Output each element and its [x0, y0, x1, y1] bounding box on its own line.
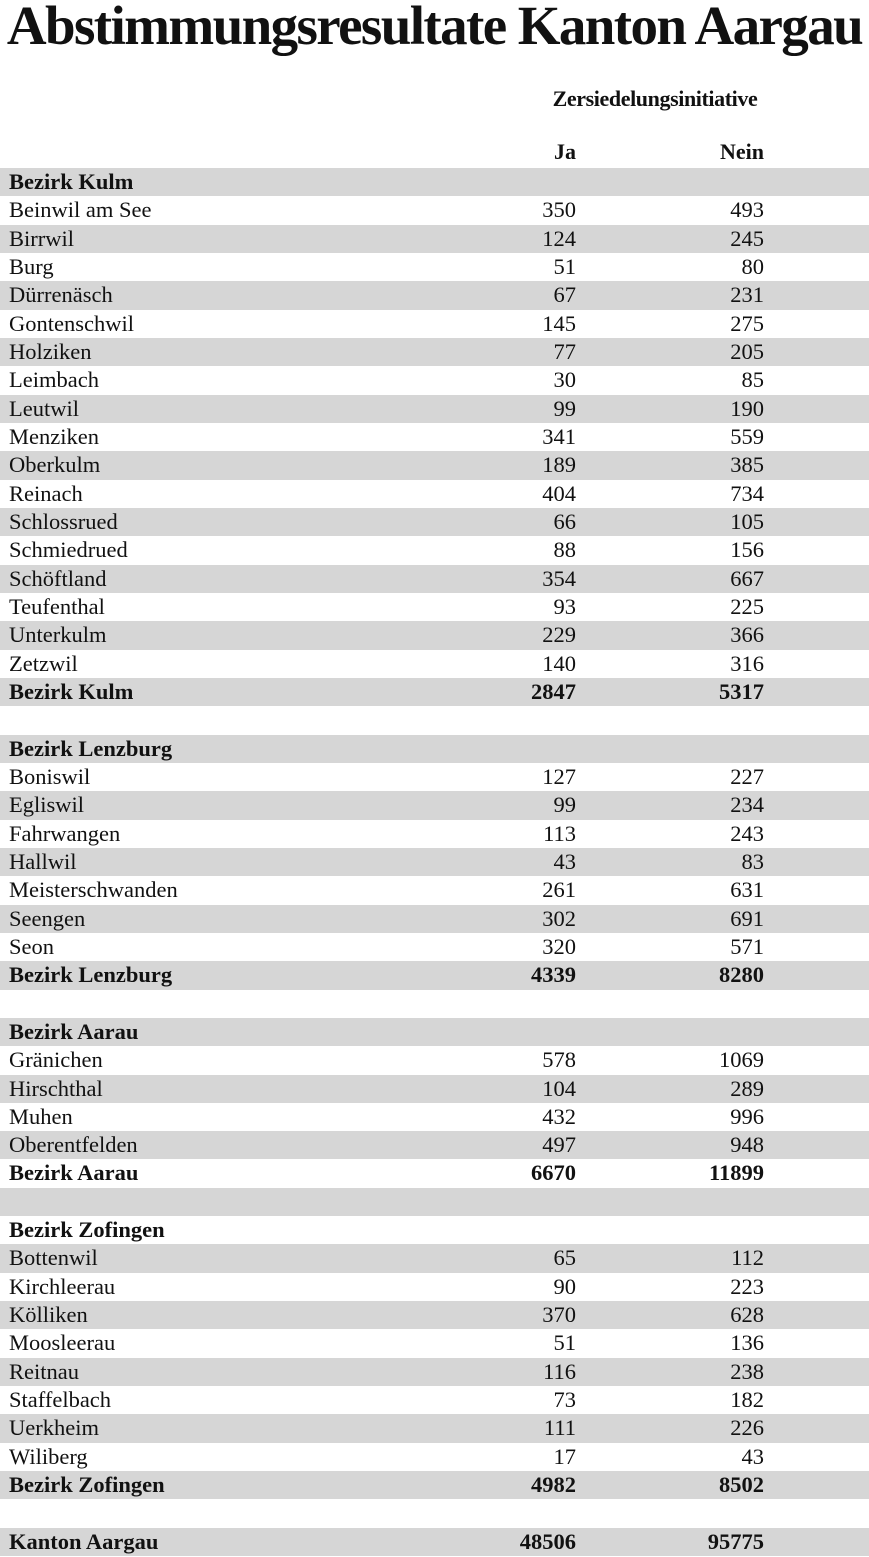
ja-votes: 4339	[531, 962, 576, 988]
table-row	[0, 621, 869, 649]
nein-votes: 571	[730, 933, 764, 959]
municipality-name: Bezirk Lenzburg	[9, 962, 173, 988]
table-row	[0, 536, 869, 564]
ja-votes: 140	[542, 650, 576, 676]
table-row	[0, 1131, 869, 1159]
municipality-name: Bezirk Kulm	[9, 169, 134, 194]
municipality-name: Bezirk Zofingen	[9, 1472, 165, 1498]
nein-votes: 631	[730, 877, 764, 903]
table-row	[0, 1301, 869, 1329]
nein-votes: 156	[730, 537, 764, 563]
column-header-ja: Ja	[554, 139, 576, 164]
table-row	[0, 281, 869, 309]
municipality-name: Seengen	[9, 905, 86, 931]
nein-votes: 628	[730, 1302, 764, 1328]
nein-votes: 231	[730, 282, 764, 308]
nein-votes: 80	[741, 253, 764, 279]
ja-votes: 2847	[531, 678, 576, 704]
municipality-name: Kölliken	[9, 1302, 88, 1328]
ja-votes: 341	[542, 423, 576, 449]
ja-votes: 127	[542, 763, 576, 789]
nein-votes: 316	[730, 650, 764, 676]
nein-votes: 734	[730, 480, 764, 506]
municipality-name: Seon	[9, 933, 54, 959]
nein-votes: 493	[730, 197, 764, 223]
municipality-name: Gränichen	[9, 1047, 103, 1073]
ja-votes: 578	[542, 1047, 576, 1073]
municipality-name: Gontenschwil	[9, 310, 134, 336]
municipality-name: Holziken	[9, 338, 92, 364]
nein-votes: 667	[730, 565, 764, 591]
nein-votes: 8280	[719, 962, 764, 988]
municipality-name: Oberentfelden	[9, 1132, 138, 1158]
municipality-name: Uerkheim	[9, 1415, 99, 1441]
municipality-name: Bottenwil	[9, 1245, 98, 1271]
ja-votes: 90	[553, 1273, 576, 1299]
spacer-row	[0, 706, 869, 734]
ja-votes: 4982	[531, 1472, 576, 1498]
ja-votes: 404	[542, 480, 576, 506]
ja-votes: 93	[553, 593, 576, 619]
initiative-heading: Zersiedelungsinitiative	[552, 86, 758, 111]
district-header-row	[0, 735, 869, 763]
ja-votes: 65	[553, 1245, 576, 1271]
ja-votes: 73	[553, 1387, 576, 1413]
nein-votes: 275	[730, 310, 764, 336]
nein-votes: 83	[741, 848, 764, 874]
district-header-row	[0, 168, 869, 196]
table-row	[0, 196, 869, 224]
table-row	[0, 1103, 869, 1131]
table-row	[0, 565, 869, 593]
ja-votes: 145	[542, 310, 576, 336]
table-row	[0, 1358, 869, 1386]
column-header-nein: Nein	[720, 139, 764, 164]
table-row	[0, 650, 869, 678]
nein-votes: 996	[730, 1103, 764, 1129]
nein-votes: 182	[730, 1387, 764, 1413]
municipality-name: Wiliberg	[9, 1443, 88, 1469]
municipality-name: Birrwil	[9, 225, 74, 251]
ja-votes: 229	[542, 622, 576, 648]
table-row	[0, 480, 869, 508]
table-row	[0, 1329, 869, 1357]
municipality-name: Bezirk Aarau	[9, 1160, 139, 1186]
ja-votes: 104	[542, 1075, 576, 1101]
nein-votes: 289	[730, 1075, 764, 1101]
table-row	[0, 423, 869, 451]
table-row	[0, 225, 869, 253]
ja-votes: 66	[553, 508, 576, 534]
ja-votes: 432	[542, 1103, 576, 1129]
nein-votes: 190	[730, 395, 764, 421]
spacer-row	[0, 990, 869, 1018]
nein-votes: 227	[730, 763, 764, 789]
nein-votes: 1069	[719, 1047, 764, 1073]
table-row	[0, 451, 869, 479]
ja-votes: 51	[553, 1330, 576, 1356]
ja-votes: 189	[542, 452, 576, 478]
municipality-name: Kirchleerau	[9, 1273, 116, 1299]
municipality-name: Kanton Aargau	[9, 1528, 159, 1554]
municipality-name: Fahrwangen	[9, 820, 121, 846]
nein-votes: 238	[730, 1358, 764, 1384]
ja-votes: 17	[553, 1443, 576, 1469]
table-row	[0, 1414, 869, 1442]
municipality-name: Bezirk Kulm	[9, 678, 134, 704]
ja-votes: 320	[542, 933, 576, 959]
table-row	[0, 1386, 869, 1414]
ja-votes: 124	[542, 225, 576, 251]
table-row	[0, 1075, 869, 1103]
ja-votes: 354	[542, 565, 576, 591]
ja-votes: 113	[543, 820, 576, 846]
municipality-name: Zetzwil	[9, 650, 78, 676]
municipality-name: Schöftland	[9, 565, 107, 591]
table-row	[0, 763, 869, 791]
table-row	[0, 253, 869, 281]
ja-votes: 99	[553, 395, 576, 421]
nein-votes: 226	[730, 1415, 764, 1441]
municipality-name: Leutwil	[9, 395, 79, 421]
page-title: Abstimmungsresultate Kanton Aargau	[6, 0, 863, 56]
ja-votes: 88	[553, 537, 576, 563]
table-row	[0, 848, 869, 876]
nein-votes: 385	[730, 452, 764, 478]
table-row	[0, 933, 869, 961]
municipality-name: Beinwil am See	[9, 197, 152, 223]
nein-votes: 245	[730, 225, 764, 251]
municipality-name: Dürrenäsch	[9, 282, 113, 308]
nein-votes: 105	[730, 508, 764, 534]
nein-votes: 5317	[719, 678, 764, 704]
ja-votes: 350	[542, 197, 576, 223]
spacer-row	[0, 1499, 869, 1527]
ja-votes: 302	[542, 905, 576, 931]
table-row	[0, 876, 869, 904]
table-row	[0, 1244, 869, 1272]
nein-votes: 43	[741, 1443, 764, 1469]
ja-votes: 111	[543, 1415, 576, 1441]
municipality-name: Schlossrued	[9, 508, 118, 534]
nein-votes: 95775	[707, 1528, 764, 1554]
municipality-name: Menziken	[9, 423, 99, 449]
nein-votes: 112	[731, 1245, 764, 1271]
results-table	[0, 168, 869, 1556]
nein-votes: 11899	[708, 1160, 764, 1186]
municipality-name: Reinach	[9, 480, 83, 506]
ja-votes: 77	[553, 338, 576, 364]
nein-votes: 243	[730, 820, 764, 846]
spacer-row	[0, 1188, 869, 1216]
table-row	[0, 905, 869, 933]
total-row	[0, 961, 869, 989]
municipality-name: Reitnau	[9, 1358, 79, 1384]
nein-votes: 948	[730, 1132, 764, 1158]
table-row	[0, 820, 869, 848]
municipality-name: Egliswil	[9, 792, 85, 818]
ja-votes: 30	[553, 367, 576, 393]
ja-votes: 99	[553, 792, 576, 818]
municipality-name: Muhen	[9, 1103, 73, 1129]
ja-votes: 43	[553, 848, 576, 874]
nein-votes: 85	[741, 367, 764, 393]
table-row	[0, 593, 869, 621]
municipality-name: Burg	[9, 253, 54, 279]
table-row	[0, 508, 869, 536]
municipality-name: Teufenthal	[9, 593, 105, 619]
nein-votes: 205	[730, 338, 764, 364]
total-row	[0, 1159, 869, 1187]
municipality-name: Staffelbach	[9, 1387, 112, 1413]
municipality-name: Oberkulm	[9, 452, 101, 478]
ja-votes: 497	[542, 1132, 576, 1158]
table-row	[0, 338, 869, 366]
nein-votes: 691	[730, 905, 764, 931]
total-row	[0, 678, 869, 706]
district-header-row	[0, 1216, 869, 1244]
table-row	[0, 395, 869, 423]
municipality-name: Unterkulm	[9, 622, 107, 648]
municipality-name: Boniswil	[9, 763, 91, 789]
table-row	[0, 366, 869, 394]
municipality-name: Leimbach	[9, 367, 99, 393]
municipality-name: Hallwil	[9, 848, 77, 874]
total-row	[0, 1528, 869, 1556]
nein-votes: 8502	[719, 1472, 764, 1498]
municipality-name: Bezirk Aarau	[9, 1018, 139, 1044]
nein-votes: 559	[730, 423, 764, 449]
district-header-row	[0, 1018, 869, 1046]
ja-votes: 48506	[519, 1528, 576, 1554]
municipality-name: Moosleerau	[9, 1330, 116, 1356]
table-row	[0, 791, 869, 819]
table-row	[0, 1046, 869, 1074]
nein-votes: 136	[730, 1330, 764, 1356]
ja-votes: 67	[553, 282, 576, 308]
nein-votes: 225	[730, 593, 764, 619]
municipality-name: Meisterschwanden	[9, 877, 178, 903]
municipality-name: Bezirk Lenzburg	[9, 735, 173, 761]
table-row	[0, 1443, 869, 1471]
municipality-name: Bezirk Zofingen	[9, 1217, 165, 1243]
ja-votes: 6670	[531, 1160, 576, 1186]
nein-votes: 223	[730, 1273, 764, 1299]
ja-votes: 261	[542, 877, 576, 903]
ja-votes: 116	[543, 1358, 576, 1384]
ja-votes: 370	[542, 1302, 576, 1328]
ja-votes: 51	[553, 253, 576, 279]
municipality-name: Hirschthal	[9, 1075, 103, 1101]
nein-votes: 366	[730, 622, 764, 648]
total-row	[0, 1471, 869, 1499]
municipality-name: Schmiedrued	[9, 537, 128, 563]
nein-votes: 234	[730, 792, 764, 818]
table-row	[0, 1273, 869, 1301]
table-row	[0, 310, 869, 338]
